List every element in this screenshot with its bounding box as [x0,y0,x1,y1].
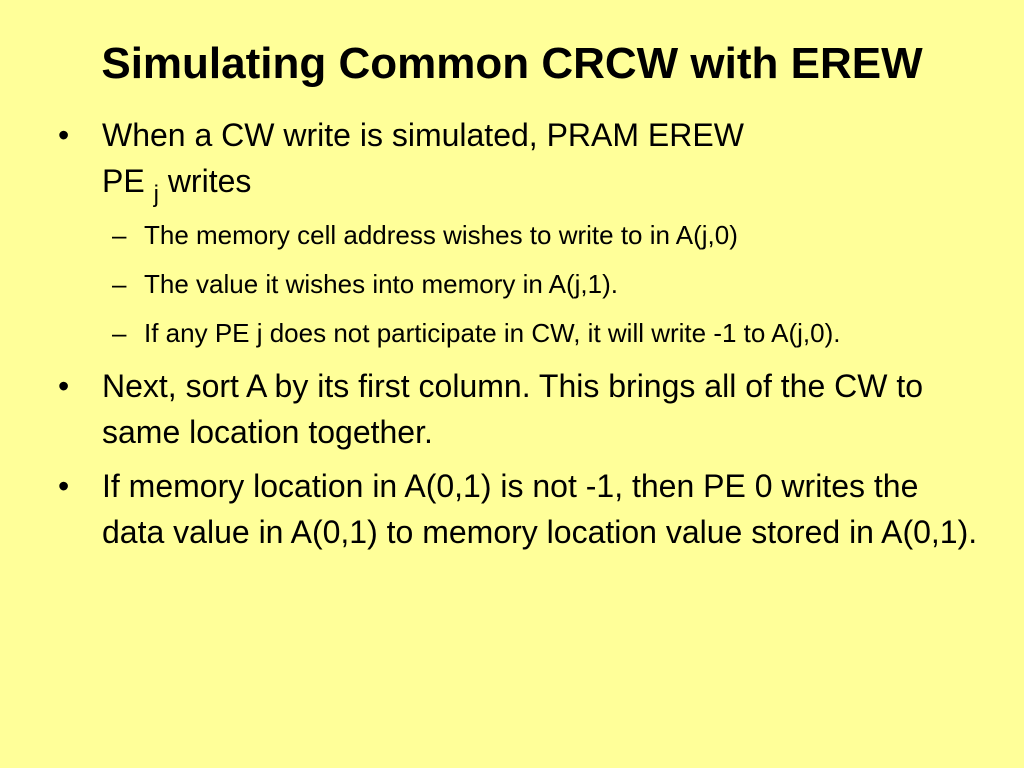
bullet-text: Next, sort A by its first column. This brings all of the CW to same location together. [102,368,924,450]
dash-glyph: – [112,318,127,348]
slide-title: Simulating Common CRCW with EREW [101,39,923,88]
bullet-item-cw-write [58,112,978,208]
bullet-item-write-data [58,463,978,555]
bullet-text: If memory location in A(0,1) is not -1, then PE 0 writes the data value in A(0,1) to memory location value stored in A(0,1). [102,468,978,550]
slide-body [58,112,978,563]
sub-item-no-participation [58,314,978,352]
sub-item-text: The value it wishes into memory in A(j,1). [144,269,618,299]
bullet-line: When a CW write is simulated, PRAM EREW [102,117,744,153]
bullet-item-sort [58,363,978,455]
sub-item-address [58,216,978,254]
sub-item-text: If any PE j does not participate in CW, it will write -1 to A(j,0). [144,318,841,348]
bullet-glyph: • [58,368,70,404]
bullet-line [102,158,978,208]
bullet-text: writes [158,163,252,199]
sub-list [58,216,978,352]
sub-item-text: The memory cell address wishes to write to in A(j,0) [144,220,738,250]
dash-glyph: – [112,269,127,299]
subscript-j: j [153,181,159,208]
bullet-glyph: • [58,117,70,153]
bullet-text: PE [102,163,154,199]
dash-glyph: – [112,220,127,250]
bullet-glyph: • [58,468,70,504]
sub-item-value [58,265,978,303]
